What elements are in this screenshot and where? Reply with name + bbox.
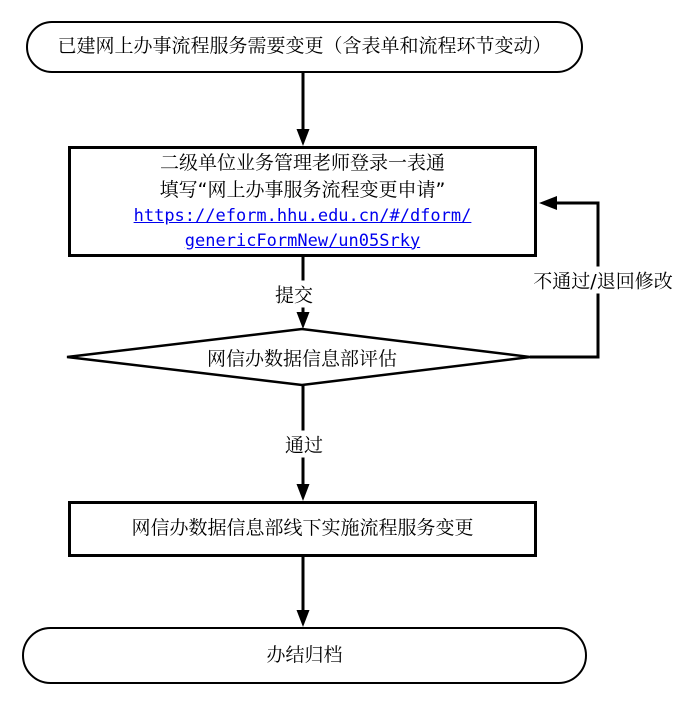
node-start <box>26 21 583 73</box>
node-apply-line1: 二级单位业务管理老师登录一表通 <box>159 151 445 174</box>
edge-label-reject: 不通过/退回修改 <box>530 267 675 294</box>
arrowhead-reject <box>539 196 557 210</box>
node-implement <box>68 501 537 557</box>
node-end-label: 办结归档 <box>266 643 343 666</box>
arrowhead-implement <box>297 484 310 501</box>
node-start-label: 已建网上办事流程服务需要变更（含表单和流程环节变动） <box>57 35 552 58</box>
arrowhead-apply <box>297 129 310 146</box>
edge-label-submit: 提交 <box>272 281 316 308</box>
node-apply-line2: 填写“网上办事服务流程变更申请” <box>159 178 446 201</box>
node-apply <box>68 146 537 257</box>
apply-form-link[interactable] <box>134 204 472 254</box>
arrowhead-decision <box>297 312 310 329</box>
apply-form-link-line2[interactable]: genericFormNew/un05Srky <box>184 230 421 251</box>
node-implement-label: 网信办数据信息部线下实施流程服务变更 <box>131 517 474 540</box>
node-end <box>22 627 587 684</box>
edge-label-pass: 通过 <box>282 431 326 458</box>
node-decision-label: 网信办数据信息部评估 <box>206 348 397 370</box>
arrowhead-end <box>297 610 310 627</box>
apply-form-link-line1[interactable]: https://eform.hhu.edu.cn/#/dform/ <box>133 205 472 226</box>
